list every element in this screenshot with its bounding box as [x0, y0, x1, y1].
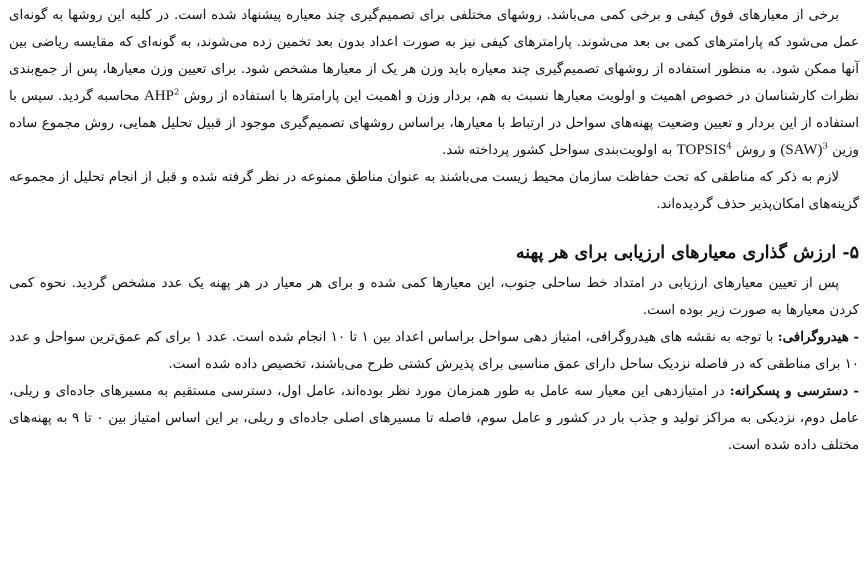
section-intro-text: پس از تعیین معیارهای ارزیابی در امتداد خط ساحلی جنوب، این معیارها کمی شده و برای هر معیار در هر پهنه یک عدد مشخص گردید. نحوه کمی کردن معیارها به صورت زیر بوده است.	[9, 276, 859, 318]
intro-paragraph	[9, 2, 859, 164]
topsis-term: TOPSIS	[676, 142, 727, 158]
footnote-marker-3: 3	[822, 141, 828, 152]
hydrography-paragraph	[9, 324, 859, 378]
hydrography-text: با توجه به نقشه های هیدروگرافی، امتیاز دهی سواحل براساس اعداد بین ۱ تا ۱۰ انجام شده است. عدد ۱ برای کم عمق‌ترین سواحل و عدد ۱۰ برای مناطقی که در فاصله نزدیک ساحل دارای عمق مناسبی برای پذیرش کشتی طرح می‌باشند، تخصیص داده شده است.	[9, 330, 859, 372]
section-heading: ۵- ارزش گذاری معیارهای ارزیابی برای هر پهنه	[515, 243, 859, 263]
ahp-term: AHP	[143, 88, 174, 104]
intro-text-2: محاسبه گردید. سپس با استفاده از این بردار و تعیین وضعیت پهنه‌های سواحل در ارتباط با معیارها، براساس روشهای تصمیم‌گیری موجود از قبیل تحلیل همایی، روش مجموع ساده وزین	[9, 89, 859, 158]
access-term: - دسترسی و پسکرانه:	[729, 383, 859, 399]
access-text: در امتیازدهی این معیار سه عامل به طور همزمان مورد نظر بوده‌اند، عامل اول، دسترسی مستقیم به مسیرهای جاده‌ای و ریلی، عامل دوم، نزدیکی به مراکز تولید و جذب بار در کشور و عامل سوم، فاصله تا مسیرهای اصلی جاده‌ای و ریلی، بر این اساس امتیاز بین ۰ تا ۹ به پهنه‌های مختلف داده شده است.	[9, 384, 859, 453]
protected-areas-note	[9, 164, 859, 218]
hydrography-term: - هیدروگرافی:	[777, 329, 860, 345]
saw-term: (SAW)	[780, 142, 823, 158]
intro-text-1: برخی از معیارهای فوق کیفی و برخی کمی می‌باشد. روشهای مختلفی برای تصمیم‌گیری چند معیاره پیشنهاد شده است. در کلیه این روشها به گونه‌ای عمل می‌شود که پارامترهای کمی بی بعد می‌شوند. پارامترهای کیفی نیز به صورت اعداد بدون بعد تخمین زده می‌شوند، به گونه‌ای که مقایسه ریاضی بین آنها ممکن شود. به منظور استفاده از روشهای تصمیم‌گیری چند معیاره باید وزن هر یک از معیارها مشخص شود. برای تعیین وزن معیارها، پس از جمع‌بندی نظرات کارشناسان در خصوص اهمیت و اولویت معیارها نسبت به هم، بردار وزن و اهمیت این پارامترها با استفاده از روش	[9, 8, 860, 104]
note-text: لازم به ذکر که مناطقی که تحت حفاظت سازمان محیط زیست می‌باشند به عنوان مناطق ممنوعه در نظر گرفته شده و قبل از انجام تحلیل از مجموعه گزینه‌های امکان‌پذیر حذف گردیده‌اند.	[9, 170, 859, 212]
access-paragraph	[9, 378, 859, 459]
footnote-marker-2: 2	[173, 87, 180, 98]
intro-text-3: و روش	[736, 143, 777, 158]
footnote-marker-4: 4	[726, 141, 732, 152]
intro-text-4: به اولویت‌بندی سواحل کشور پرداخته شد.	[442, 143, 673, 158]
section-intro-paragraph	[9, 270, 859, 324]
